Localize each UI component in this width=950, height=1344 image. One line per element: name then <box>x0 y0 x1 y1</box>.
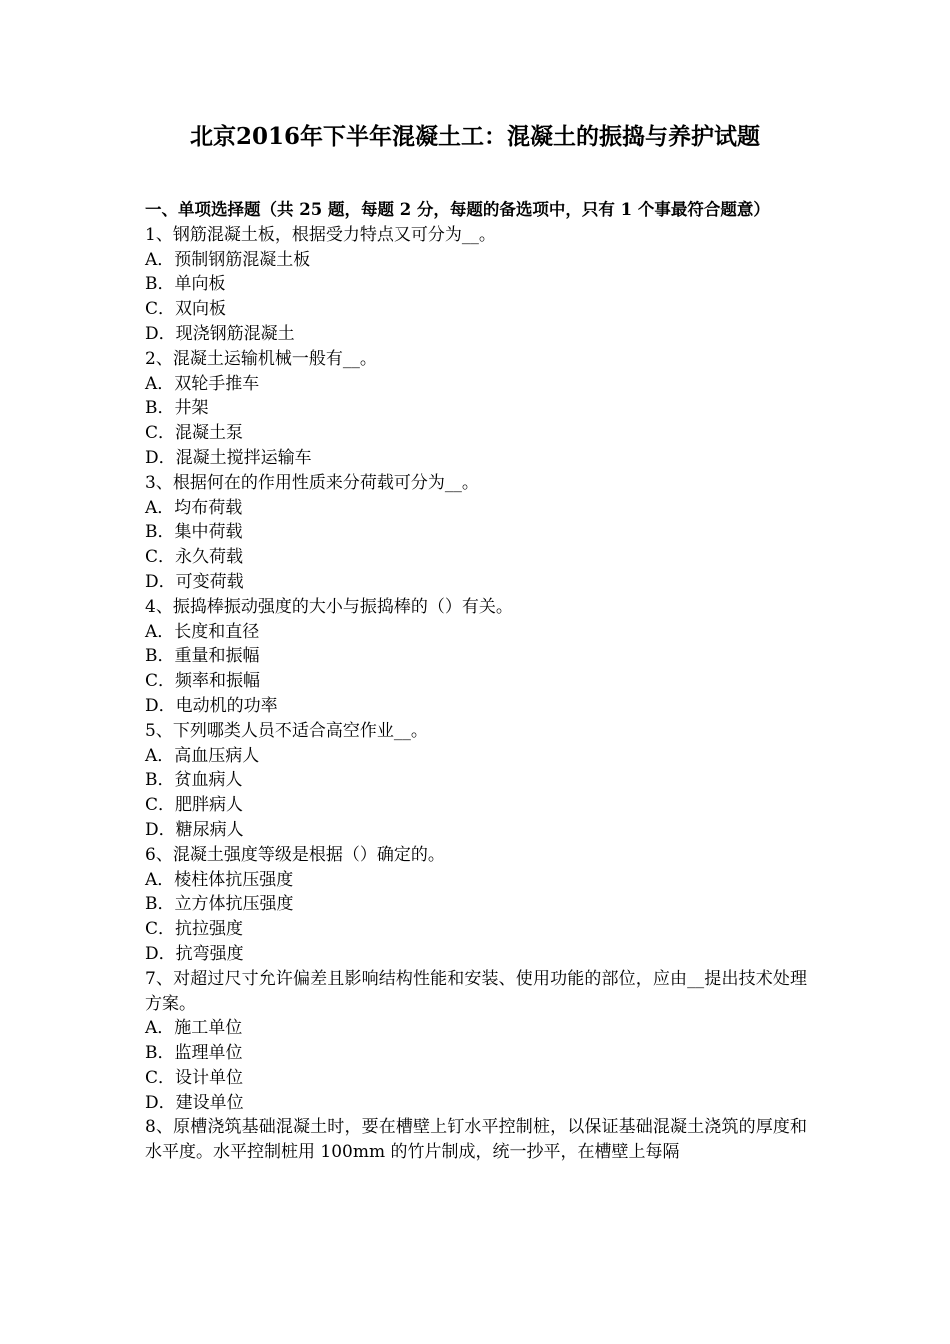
option-d: D．现浇钢筋混凝土 <box>145 323 295 344</box>
option-c: C．混凝土泵 <box>145 423 244 444</box>
option-a: A．施工单位 <box>145 1018 243 1039</box>
option-a: A．长度和直径 <box>145 621 260 642</box>
question-stem: 8、原槽浇筑基础混凝土时，要在槽壁上钉水平控制桩，以保证基础混凝土浇筑的厚度和水平度。水平控制桩用 100mm 的竹片制成，统一抄平，在槽壁上每隔 <box>145 1117 807 1163</box>
question-5 <box>145 719 807 843</box>
option-b: B．监理单位 <box>145 1043 243 1064</box>
question-stem: 1、钢筋混凝土板，根据受力特点又可分为__。 <box>145 224 496 245</box>
option-c: C．永久荷载 <box>145 547 244 568</box>
option-d: D．电动机的功率 <box>145 695 278 716</box>
option-b: B．井架 <box>145 398 209 419</box>
question-stem: 6、混凝土强度等级是根据（）确定的。 <box>145 844 445 865</box>
option-d: D．抗弯强度 <box>145 943 244 964</box>
question-7 <box>145 967 807 1116</box>
option-b: B．集中荷载 <box>145 522 243 543</box>
option-c: C．设计单位 <box>145 1067 244 1088</box>
question-8 <box>145 1115 807 1165</box>
question-stem: 3、根据何在的作用性质来分荷载可分为__。 <box>145 472 479 493</box>
option-d: D．建设单位 <box>145 1092 244 1113</box>
option-c: C．抗拉强度 <box>145 919 244 940</box>
option-a: A．棱柱体抗压强度 <box>145 869 294 890</box>
option-b: B．贫血病人 <box>145 770 243 791</box>
option-a: A．双轮手推车 <box>145 373 260 394</box>
question-3 <box>145 471 807 595</box>
option-a: A．预制钢筋混凝土板 <box>145 249 311 270</box>
option-a: A．高血压病人 <box>145 745 260 766</box>
question-6 <box>145 843 807 967</box>
question-stem: 2、混凝土运输机械一般有__。 <box>145 348 377 369</box>
option-b: B．单向板 <box>145 274 226 295</box>
document-body <box>145 198 807 1165</box>
option-d: D．混凝土搅拌运输车 <box>145 447 312 468</box>
option-c: C．双向板 <box>145 299 227 320</box>
option-b: B．立方体抗压强度 <box>145 894 294 915</box>
question-1 <box>145 223 807 347</box>
question-stem: 5、下列哪类人员不适合高空作业__。 <box>145 720 428 741</box>
question-stem: 4、振捣棒振动强度的大小与振捣棒的（）有关。 <box>145 596 513 617</box>
option-c: C．频率和振幅 <box>145 671 261 692</box>
option-b: B．重量和振幅 <box>145 646 260 667</box>
question-4 <box>145 595 807 719</box>
page-title: 北京2016年下半年混凝土工：混凝土的振捣与养护试题 <box>189 123 760 150</box>
option-d: D．糖尿病人 <box>145 819 244 840</box>
option-a: A．均布荷载 <box>145 497 243 518</box>
question-stem: 7、对超过尺寸允许偏差且影响结构性能和安装、使用功能的部位，应由__提出技术处理方案。 <box>145 968 807 1014</box>
question-2 <box>145 347 807 471</box>
option-c: C．肥胖病人 <box>145 795 244 816</box>
option-d: D．可变荷载 <box>145 571 244 592</box>
section-heading: 一、单项选择题（共 25 题，每题 2 分，每题的备选项中，只有 1 个事最符合题意） <box>145 200 770 219</box>
